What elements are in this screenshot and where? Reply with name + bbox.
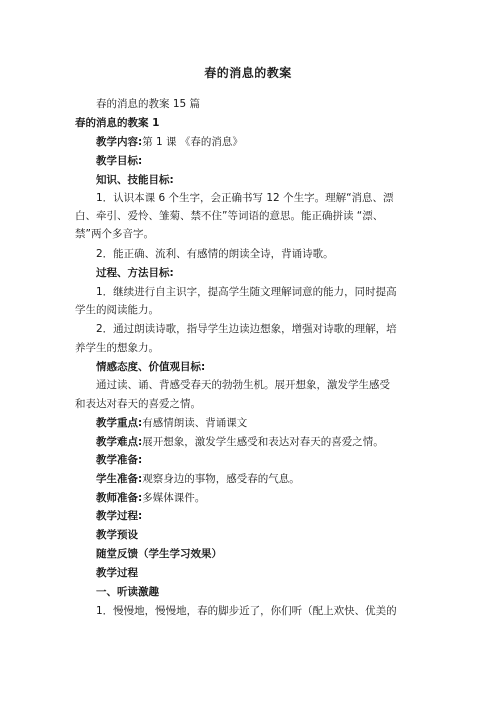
emotion-heading: 情感态度、价值观目标: bbox=[96, 361, 206, 373]
procedure-heading: 教学过程: bbox=[96, 510, 143, 522]
step-1-line-1: 1．慢慢地，慢慢地，春的脚步近了，你们听（配上欢快、优美的 bbox=[96, 605, 397, 617]
preparation-heading: 教学准备: bbox=[96, 454, 143, 466]
teacher-prep-label: 教师准备: bbox=[96, 492, 143, 504]
process-goal-2-line-1: 2．通过朗读诗歌，指导学生边读边想象，增强对诗歌的理解，培 bbox=[96, 323, 397, 335]
difficulty-label: 教学难点: bbox=[96, 436, 143, 448]
feedback-heading: 随堂反馈（学生学习效果） bbox=[96, 548, 222, 560]
student-prep-label: 学生准备: bbox=[96, 473, 143, 485]
student-prep-text: 观察身边的事物，感受春的气息。 bbox=[142, 473, 300, 485]
teaching-key-point bbox=[96, 415, 421, 431]
teacher-preparation bbox=[96, 490, 421, 506]
section-heading: 春的消息的教案 1 bbox=[75, 117, 160, 129]
emotion-goal-line-2: 和表达对春天的喜爱之情。 bbox=[75, 398, 201, 410]
knowledge-goal-1-line-2: 白、牵引、爱怜、雏菊、禁不住”等词语的意思。能正确拼读 “漂、 bbox=[75, 210, 384, 222]
step-1-heading: 一、听读激趣 bbox=[96, 586, 159, 598]
difficulty-text: 展开想象，激发学生感受和表达对春天的喜爱之情。 bbox=[142, 436, 384, 448]
knowledge-goal-1-line-1: 1．认识本课 6 个生字，会正确书写 12 个生字。理解“消息、漂 bbox=[96, 192, 394, 204]
process-heading: 过程、方法目标: bbox=[96, 267, 174, 279]
document-subtitle: 春的消息的教案 15 篇 bbox=[96, 98, 201, 110]
process-goal-1-line-2: 学生的阅读能力。 bbox=[75, 304, 159, 316]
knowledge-heading: 知识、技能目标: bbox=[96, 174, 174, 186]
process-goal-2-line-2: 养学生的想象力。 bbox=[75, 342, 159, 354]
teaching-content bbox=[96, 134, 421, 150]
document-title: 春的消息的教案 bbox=[204, 66, 292, 80]
knowledge-goal-2: 2．能正确、流利、有感情的朗读全诗，背诵诗歌。 bbox=[96, 248, 334, 260]
key-point-text: 有感情朗读、背诵课文 bbox=[142, 417, 248, 429]
teaching-content-label: 教学内容: bbox=[96, 136, 143, 148]
goals-heading: 教学目标: bbox=[96, 155, 143, 167]
student-preparation bbox=[96, 471, 421, 487]
key-point-label: 教学重点: bbox=[96, 417, 143, 429]
procedure-subheading: 教学过程 bbox=[96, 567, 138, 579]
teaching-difficulty bbox=[96, 434, 421, 450]
teacher-prep-text: 多媒体课件。 bbox=[142, 492, 206, 504]
process-goal-1-line-1: 1．继续进行自主识字，提高学生随文理解词意的能力，同时提高 bbox=[96, 286, 397, 298]
knowledge-goal-1-line-3: 禁”两个多音字。 bbox=[75, 228, 154, 240]
emotion-goal-line-1: 通过读、诵、背感受春天的勃勃生机。展开想象，激发学生感受 bbox=[96, 379, 390, 391]
teaching-content-text: 第 1 课 《春的消息》 bbox=[142, 136, 243, 148]
preset-heading: 教学预设 bbox=[96, 529, 138, 541]
